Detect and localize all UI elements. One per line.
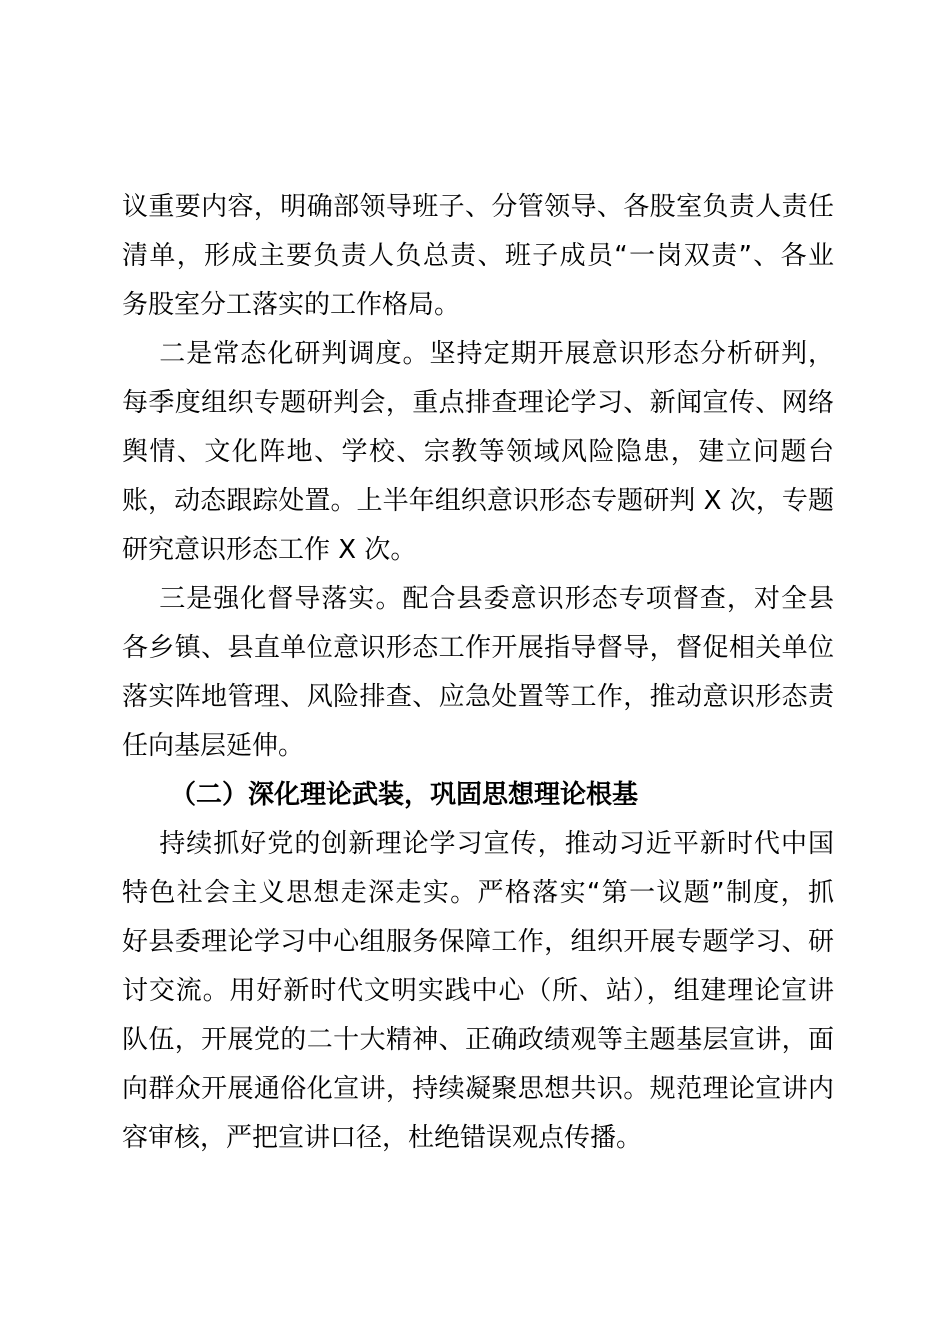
paragraph bbox=[122, 575, 834, 771]
text-line: 二是常态化研判调度。坚持定期开展意识形态分析研判， bbox=[122, 339, 834, 369]
text-line: 务股室分工落实的工作格局。 bbox=[122, 290, 461, 320]
paragraph bbox=[122, 330, 834, 575]
text-line: 讨交流。用好新时代文明实践中心（所、站），组建理论宣讲 bbox=[122, 976, 834, 1006]
text-line: 好县委理论学习中心组服务保障工作，组织开展专题学习、研 bbox=[122, 927, 834, 957]
text-line: 容审核，严把宣讲口径，杜绝错误观点传播。 bbox=[122, 1123, 643, 1153]
text-line: 落实阵地管理、风险排查、应急处置等工作，推动意识形态责 bbox=[122, 682, 834, 712]
text-line: 各乡镇、县直单位意识形态工作开展指导督导，督促相关单位 bbox=[122, 633, 834, 663]
text-line: 议重要内容，明确部领导班子、分管领导、各股室负责人责任 bbox=[122, 192, 834, 222]
paragraph bbox=[122, 183, 834, 330]
text-line: 舆情、文化阵地、学校、宗教等领域风险隐患，建立问题台 bbox=[122, 437, 834, 467]
paragraph bbox=[122, 820, 834, 1163]
text-line: 清单，形成主要负责人负总责、班子成员“一岗双责”、各业 bbox=[122, 241, 834, 271]
text-line: 三是强化督导落实。配合县委意识形态专项督查，对全县 bbox=[122, 584, 834, 614]
text-line: 向群众开展通俗化宣讲，持续凝聚思想共识。规范理论宣讲内 bbox=[122, 1074, 834, 1104]
text-line: 特色社会主义思想走深走实。严格落实“第一议题”制度，抓 bbox=[122, 878, 834, 908]
text-line: 持续抓好党的创新理论学习宣传，推动习近平新时代中国 bbox=[122, 829, 834, 859]
text-line: 任向基层延伸。 bbox=[122, 731, 305, 761]
text-line: 队伍，开展党的二十大精神、正确政绩观等主题基层宣讲，面 bbox=[122, 1025, 834, 1055]
section-heading: （二）深化理论武装，巩固思想理论根基 bbox=[170, 780, 639, 810]
document-body bbox=[122, 183, 834, 1163]
text-line: 研究意识形态工作 X 次。 bbox=[122, 535, 417, 565]
text-line: 每季度组织专题研判会，重点排查理论学习、新闻宣传、网络 bbox=[122, 388, 834, 418]
text-line: 账，动态跟踪处置。上半年组织意识形态专题研判 X 次，专题 bbox=[122, 486, 834, 516]
